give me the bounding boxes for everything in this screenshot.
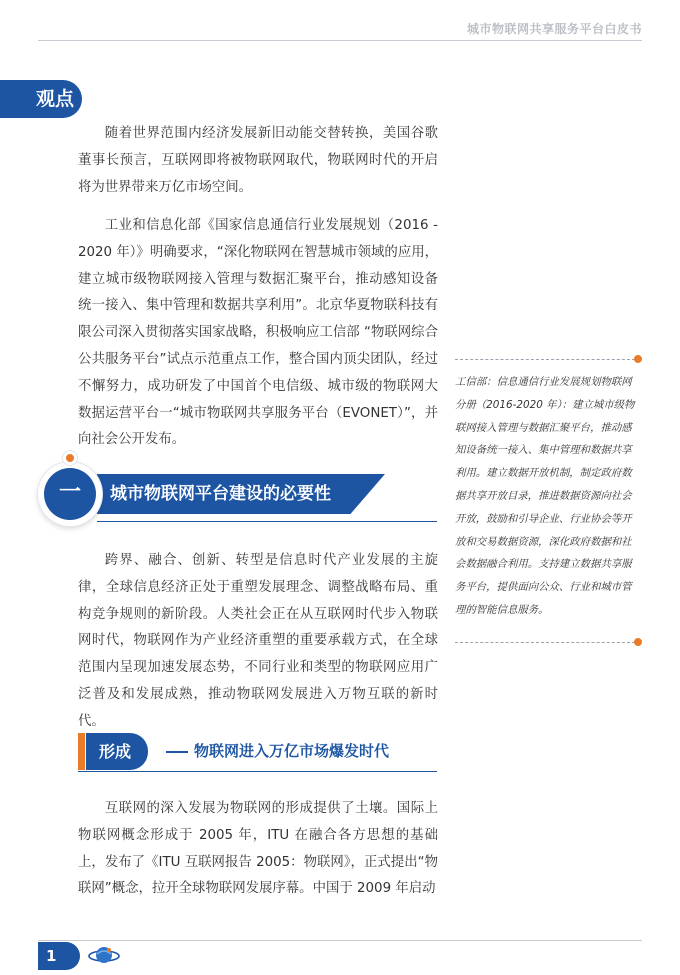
subsection-accent-bar xyxy=(78,733,85,770)
paragraph-intro: 随着世界范围内经济发展新旧动能交替转换，美国谷歌董事长预言，互联网即将被物联网取代，物联网时代的开启将为世界带来万亿市场空间。 xyxy=(78,126,438,195)
section-title: 城市物联网平台建设的必要性 xyxy=(110,484,331,504)
sidebar-bottom-dot xyxy=(634,638,642,646)
subsection-tag: 形成 xyxy=(86,733,148,770)
subsection-title: 物联网进入万亿市场爆发时代 xyxy=(194,742,390,760)
subsection-dash xyxy=(166,751,188,753)
header-divider xyxy=(38,40,642,41)
section-number: 一 xyxy=(44,468,96,520)
sidebar-bottom-divider xyxy=(455,642,635,643)
section-accent-dot xyxy=(63,451,77,465)
footer-divider xyxy=(38,940,642,941)
sidebar-note: 工信部：信息通信行业发展规划物联网分册（2016-2020 年）：建立城市级物联网接入管理与数据汇聚平台，推动感知设备统一接入、集中管理和数据共享利用。建立数据开放机制，制定政府数据共享开放目录，推进数据资源向社会开放，鼓励和引导企业、行业协会等开放和交易数据资源，深化政府数据和社会数据融合利用。支持建立数据共享服务平台，提供面向公众、行业和城市管理的智能信息服务。 xyxy=(455,376,635,616)
sidebar-top-divider xyxy=(455,359,635,360)
sidebar-top-dot xyxy=(634,355,642,363)
header-title: 城市物联网共享服务平台白皮书 xyxy=(466,22,642,36)
globe-logo-icon xyxy=(88,944,120,968)
paragraph-history: 互联网的深入发展为物联网的形成提供了土壤。国际上物联网概念形成于 2005 年，ITU 在融合各方思想的基础上，发布了《ITU 互联网报告 2005：物联网》，正式提出“物联网”概念，拉开全球物联网发展序幕。中国于 2009 年启动 xyxy=(78,801,438,897)
subsection-underline xyxy=(78,771,437,772)
paragraph-policy: 工业和信息化部《国家信息通信行业发展规划（2016 - 2020 年）》明确要求，“深化物联网在智慧城市领域的应用，建立城市级物联网接入管理与数据汇聚平台，推动感知设备统一接入、集中管理和数据共享利用”。北京华夏物联科技有限公司深入贯彻落实国家战略，积极响应工信部 “物联网综合公共服务平台”试点示范重点工作，整合国内顶尖团队，经过不懈努力，成功研发了中国首个电信级、城市级的物联网大数据运营平台一“城市物联网共享服务平台（EVONET）”，并向社会公开发布。 xyxy=(78,218,438,448)
viewpoint-tag: 观点 xyxy=(0,80,82,118)
section-underline xyxy=(97,521,437,522)
page-number: 1 xyxy=(38,942,80,970)
paragraph-trend: 跨界、融合、创新、转型是信息时代产业发展的主旋律，全球信息经济正处于重塑发展理念、调整战略布局、重构竞争规则的新阶段。人类社会正在从互联网时代步入物联网时代，物联网作为产业经济重塑的重要承载方式，在全球范围内呈现加速发展态势，不同行业和类型的物联网应用广泛普及和发展成熟，推动物联网发展进入万物互联的新时代。 xyxy=(78,553,438,729)
